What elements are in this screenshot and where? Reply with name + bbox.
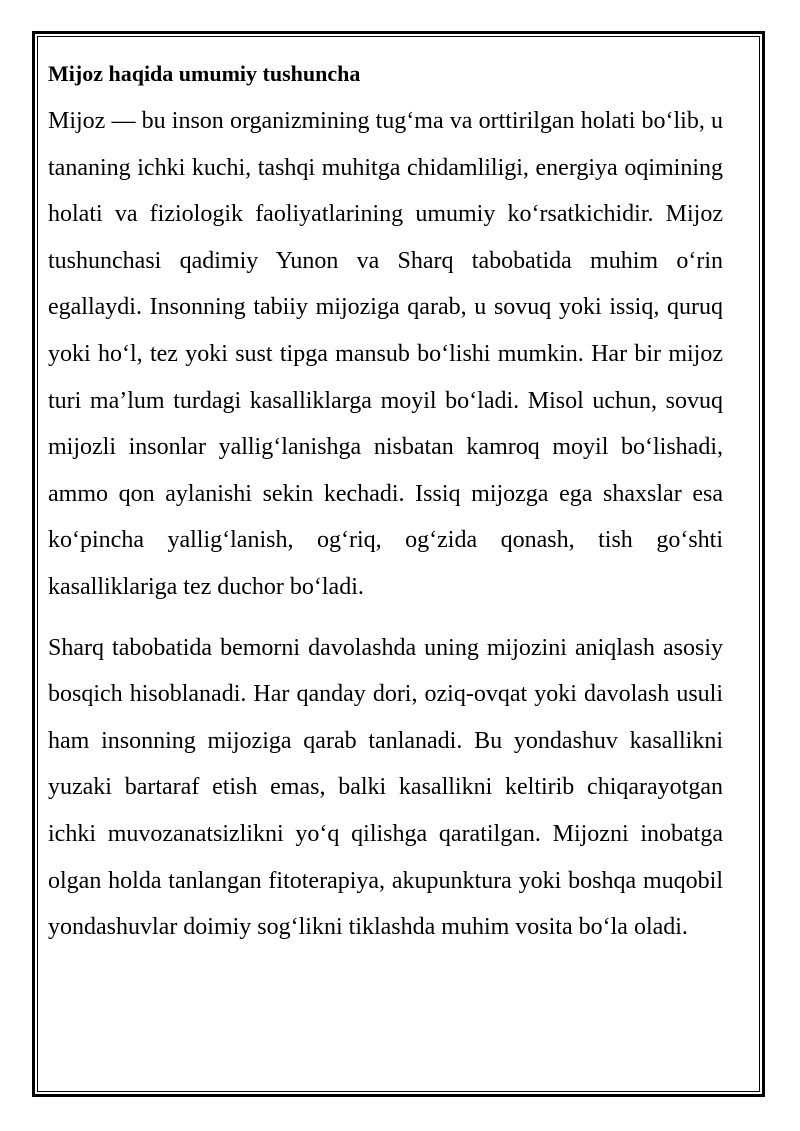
section-heading: Mijoz haqida umumiy tushuncha <box>48 61 361 86</box>
paragraph-1: Mijoz — bu inson organizmining tug‘ma va orttirilgan holati bo‘lib, u tananing ichki kuchi, tashqi muhitga chidamliligi, energiya oqimining holati va fiziologik faoliyatlarining umumiy ko‘rsatkichidir. Mijoz tushunchasi qadimiy Yunon va Sharq tabobatida muhim o‘rin egallaydi. Insonning tabiiy mijoziga qarab, u sovuq yoki issiq, quruq yoki ho‘l, tez yoki sust tipga mansub bo‘lishi mumkin. Har bir mijoz turi ma’lum turdagi kasalliklarga moyil bo‘ladi. Misol uchun, sovuq mijozli insonlar yallig‘lanishga nisbatan kamroq moyil bo‘lishadi, ammo qon aylanishi sekin kechadi. Issiq mijozga ega shaxslar esa ko‘pincha yallig‘lanish, og‘riq, og‘zida qonash, tish go‘shti kasalliklariga tez duchor bo‘ladi. <box>48 108 723 600</box>
document-body <box>48 52 723 951</box>
paragraph-2: Sharq tabobatida bemorni davolashda uning mijozini aniqlash asosiy bosqich hisoblanadi. Har qanday dori, oziq-ovqat yoki davolash usuli ham insonning mijoziga qarab tanlanadi. Bu yondashuv kasallikni yuzaki bartaraf etish emas, balki kasallikni keltirib chiqarayotgan ichki muvozanatsizlikni yo‘q qilishga qaratilgan. Mijozni inobatga olgan holda tanlangan fitoterapiya, akupunktura yoki boshqa muqobil yondashuvlar doimiy sog‘likni tiklashda muhim vosita bo‘la oladi. <box>48 634 723 941</box>
